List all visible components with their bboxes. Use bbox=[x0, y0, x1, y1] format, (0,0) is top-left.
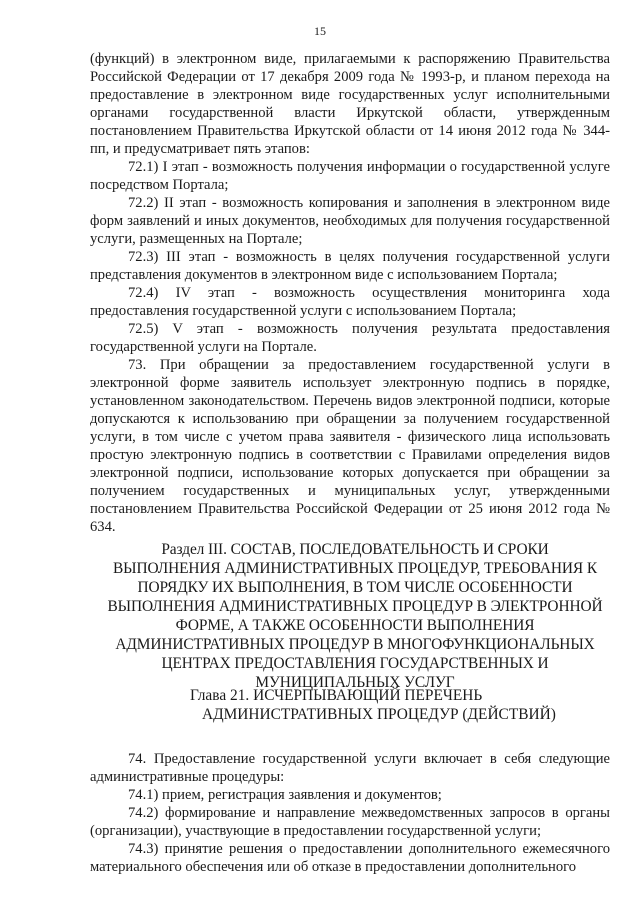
paragraph-74-3: 74.3) принятие решения о предоставлении дополнительного ежемесячного материального обеспечения или об отказе в предоставлении дополнительного bbox=[90, 841, 610, 875]
body-text bbox=[90, 50, 610, 536]
section-heading-line: ПОРЯДКУ ИХ ВЫПОЛНЕНИЯ, В ТОМ ЧИСЛЕ ОСОБЕННОСТИ bbox=[137, 579, 573, 596]
chapter-heading bbox=[190, 686, 590, 724]
section-heading-line: ФОРМЕ, А ТАКЖЕ ОСОБЕННОСТИ ВЫПОЛНЕНИЯ bbox=[175, 617, 535, 634]
procedures-list bbox=[90, 750, 610, 876]
paragraph-74-2: 74.2) формирование и направление межведомственных запросов в органы (организации), участвующие в предоставлении государственной услуги; bbox=[90, 805, 610, 839]
section-heading bbox=[90, 540, 620, 692]
page-number: 15 bbox=[314, 24, 326, 38]
section-heading-line: ВЫПОЛНЕНИЯ АДМИНИСТРАТИВНЫХ ПРОЦЕДУР В ЭЛЕКТРОННОЙ bbox=[107, 598, 603, 615]
paragraph-72-5: 72.5) V этап - возможность получения результата предоставления государственной услуги на Портале. bbox=[90, 321, 610, 355]
paragraph-72-4: 72.4) IV этап - возможность осуществления мониторинга хода предоставления государственной услуги с использованием Портала; bbox=[90, 285, 610, 319]
paragraph-continuation: (функций) в электронном виде, прилагаемыми к распоряжению Правительства Российской Федерации от 17 декабря 2009 года № 1993-р, и планом перехода на предоставление в электронном виде государственных услуг исполнительными органами государственной власти Иркутской области, утвержденным постановлением Правительства Иркутской области от 14 июня 2012 года № 344-пп, и предусматривает пять этапов: bbox=[90, 51, 610, 157]
paragraph-72-1: 72.1) I этап - возможность получения информации о государственной услуге посредством Портала; bbox=[90, 159, 610, 193]
paragraph-72-3: 72.3) III этап - возможность в целях получения государственной услуги представления документов в электронном виде с использованием Портала; bbox=[90, 249, 610, 283]
section-heading-line: МУНИЦИПАЛЬНЫХ УСЛУГ bbox=[255, 674, 455, 691]
section-heading-line: ВЫПОЛНЕНИЯ АДМИНИСТРАТИВНЫХ ПРОЦЕДУР, ТРЕБОВАНИЯ К bbox=[112, 560, 598, 577]
chapter-heading-line: Глава 21. ИСЧЕРПЫВАЮЩИЙ ПЕРЕЧЕНЬ bbox=[190, 687, 483, 704]
section-heading-line: Раздел III. СОСТАВ, ПОСЛЕДОВАТЕЛЬНОСТЬ И СРОКИ bbox=[161, 541, 549, 558]
section-heading-line: АДМИНИСТРАТИВНЫХ ПРОЦЕДУР В МНОГОФУНКЦИОНАЛЬНЫХ bbox=[115, 636, 595, 653]
paragraph-73: 73. При обращении за предоставлением государственной услуги в электронной форме заявитель использует электронную подпись в порядке, установленном законодательством. Перечень видов электронной подписи, которые допускаются к использованию при обращении за получением государственной услуги, в том числе с учетом права заявителя - физического лица использовать простую электронную подпись в соответствии с Правилами определения видов электронной подписи, использование которых допускается при обращении за получением государственных и муниципальных услуг, утвержденными постановлением Правительства Российской Федерации от 25 июня 2012 года № 634. bbox=[90, 357, 610, 535]
section-heading-line: ЦЕНТРАХ ПРЕДОСТАВЛЕНИЯ ГОСУДАРСТВЕННЫХ И bbox=[161, 655, 549, 672]
chapter-heading-line: АДМИНИСТРАТИВНЫХ ПРОЦЕДУР (ДЕЙСТВИЙ) bbox=[202, 706, 556, 723]
paragraph-72-2: 72.2) II этап - возможность копирования и заполнения в электронном виде форм заявлений и иных документов, необходимых для получения государственной услуги, размещенных на Портале; bbox=[90, 195, 610, 247]
paragraph-74: 74. Предоставление государственной услуги включает в себя следующие административные процедуры: bbox=[90, 751, 610, 785]
paragraph-74-1: 74.1) прием, регистрация заявления и документов; bbox=[128, 787, 442, 803]
